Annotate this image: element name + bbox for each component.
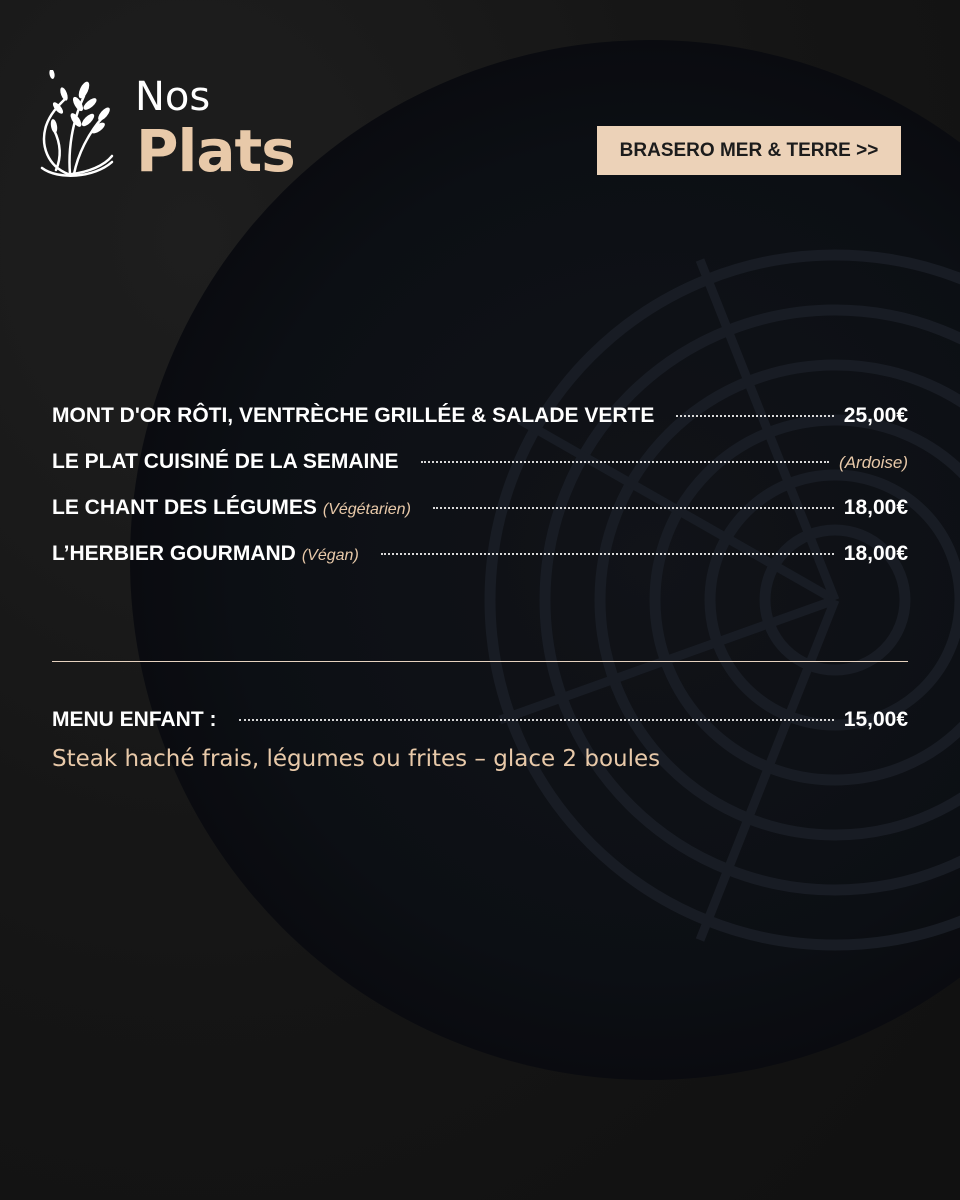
kids-menu-row	[52, 708, 908, 742]
dotted-leader	[239, 719, 834, 721]
dotted-leader	[381, 553, 834, 555]
dish-row	[52, 542, 908, 588]
kids-menu-description: Steak haché frais, légumes ou frites – glace 2 boules	[52, 746, 661, 772]
title-nos: Nos	[135, 74, 211, 120]
dish-price: 18,00€	[843, 542, 908, 565]
wheat-sprig-icon	[38, 70, 118, 180]
section-divider	[52, 661, 908, 662]
dotted-leader	[676, 415, 833, 417]
dish-row	[52, 450, 908, 496]
kids-menu-price: 15,00€	[843, 708, 908, 731]
dish-name: LE CHANT DES LÉGUMES	[52, 496, 317, 519]
dish-note: (Végan)	[301, 547, 359, 564]
dish-price: 25,00€	[843, 404, 908, 427]
dish-note: (Végétarien)	[322, 501, 411, 518]
dish-name: L’HERBIER GOURMAND	[52, 542, 296, 565]
dish-name: LE PLAT CUISINÉ DE LA SEMAINE	[52, 450, 399, 473]
brasero-mer-terre-button[interactable]: BRASERO MER & TERRE >>	[597, 126, 901, 175]
dotted-leader	[421, 461, 830, 463]
dish-row	[52, 496, 908, 542]
dish-row	[52, 404, 908, 450]
dotted-leader	[433, 507, 834, 509]
kids-menu	[52, 708, 908, 772]
dish-name: MONT D'OR RÔTI, VENTRÈCHE GRILLÉE & SALADE VERTE	[52, 404, 655, 427]
dish-price: 18,00€	[843, 496, 908, 519]
title-plats: Plats	[136, 117, 295, 185]
dish-list	[52, 404, 908, 588]
dish-price: (Ardoise)	[839, 453, 908, 472]
kids-menu-label: MENU ENFANT :	[52, 708, 217, 731]
